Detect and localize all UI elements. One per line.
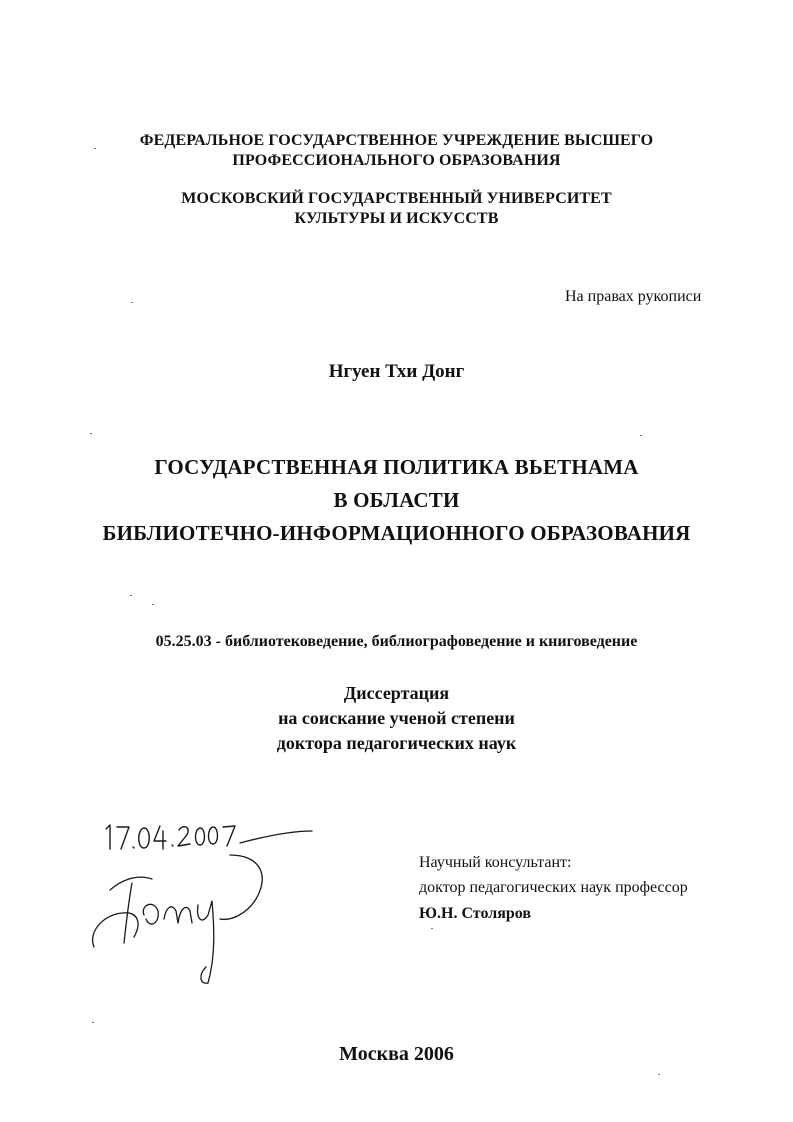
title-line-2: В ОБЛАСТИ [333, 488, 460, 512]
scan-speck [640, 435, 642, 436]
handwritten-date-and-signature [80, 815, 340, 995]
scan-speck [130, 595, 132, 596]
consultant-label: Научный консультант: [419, 854, 572, 871]
scan-speck [431, 928, 433, 929]
title-line-1: ГОСУДАРСТВЕННАЯ ПОЛИТИКА ВЬЕТНАМА [154, 455, 639, 479]
scan-speck [94, 148, 96, 149]
signature [93, 831, 312, 983]
university-line-2: КУЛЬТУРЫ И ИСКУССТВ [294, 210, 499, 227]
scan-speck [658, 1074, 660, 1075]
dissertation-label: Диссертация [343, 683, 450, 703]
manuscript-rights-note: На правах рукописи [565, 288, 702, 305]
specialty-code: 05.25.03 - библиотековедение, библиографоведение и книговедение [155, 633, 638, 650]
consultant-degree: доктор педагогических наук профессор [419, 879, 688, 896]
scan-speck [90, 433, 92, 434]
city-and-year: Москва 2006 [339, 1043, 454, 1065]
university-line-1: МОСКОВСКИЙ ГОСУДАРСТВЕННЫЙ УНИВЕРСИТЕТ [181, 190, 612, 207]
scan-speck [92, 1022, 94, 1023]
handwritten-date [106, 825, 235, 849]
scan-speck [131, 302, 133, 303]
degree-sought: на соискание ученой степени [278, 708, 515, 728]
consultant-name: Ю.Н. Столяров [419, 905, 532, 922]
author-name: Нгуен Тхи Донг [328, 361, 465, 382]
scan-speck [152, 604, 154, 605]
title-line-3: БИБЛИОТЕЧНО-ИНФОРМАЦИОННОГО ОБРАЗОВАНИЯ [102, 521, 691, 545]
institution-line-2: ПРОФЕССИОНАЛЬНОГО ОБРАЗОВАНИЯ [232, 152, 561, 169]
degree-field: доктора педагогических наук [276, 733, 517, 753]
institution-line-1: ФЕДЕРАЛЬНОЕ ГОСУДАРСТВЕННОЕ УЧРЕЖДЕНИЕ ВЫСШЕГО [139, 132, 654, 149]
